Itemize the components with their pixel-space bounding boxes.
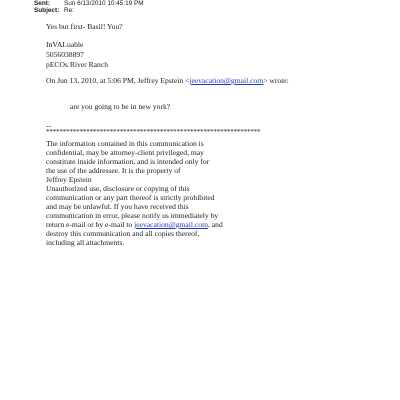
disclaimer-line-2: confidential, may be attorney-client privileged, may	[46, 148, 204, 157]
disclaimer-link-suffix: , and	[207, 220, 223, 229]
disclaimer-line-12: including all attachments.	[46, 238, 125, 247]
signature-dashes: --	[46, 121, 52, 130]
subject-value: Re:	[64, 7, 74, 14]
quoted-message: are you going to be in new york?	[70, 102, 171, 111]
sent-value: Sun 6/13/2010 10:45:19 PM	[64, 0, 144, 7]
disclaimer-line-3: constitute inside information, and is intended only for	[46, 157, 210, 166]
quote-intro-email-link[interactable]: jeevacation@gmail.com	[189, 76, 264, 85]
quote-intro	[46, 76, 289, 85]
disclaimer-line-9: communication in error, please notify us immediately by	[46, 211, 219, 220]
subject-label: Subject:	[34, 7, 60, 14]
signature-place: pECOs River Ranch	[46, 60, 109, 69]
sent-label: Sent:	[34, 0, 50, 7]
disclaimer-link-prefix: return e-mail or by e-mail to	[46, 220, 135, 229]
disclaimer-line-10	[46, 220, 223, 229]
disclaimer-line-8: and may be unlawful. If you have received this	[46, 202, 189, 211]
disclaimer-line-6: Unauthorized use, disclosure or copying of this	[46, 184, 190, 193]
signature-phone: 5056038897	[46, 50, 84, 59]
disclaimer-line-5: Jeffrey Epstein	[46, 175, 92, 184]
disclaimer-email-link[interactable]: jeevacation@gmail.com	[134, 220, 208, 229]
reply-text: Yes but first- Basil! You?	[46, 22, 123, 31]
signature-stars: ****************************************************************	[46, 128, 261, 136]
disclaimer-line-11: destroy this communication and all copies thereof,	[46, 229, 200, 238]
disclaimer-line-7: communication or any part thereof is strictly prohibited	[46, 193, 215, 202]
sent-row	[34, 0, 144, 7]
quote-intro-suffix: > wrote:	[263, 76, 289, 85]
subject-row	[34, 7, 74, 14]
disclaimer-line-4: the use of the addressee. It is the property of	[46, 166, 181, 175]
disclaimer-line-1: The information contained in this communication is	[46, 139, 204, 148]
signature-name: InVALuable	[46, 40, 84, 49]
quote-intro-prefix: On Jun 13, 2010, at 5:06 PM, Jeffrey Epstein <	[46, 76, 190, 85]
